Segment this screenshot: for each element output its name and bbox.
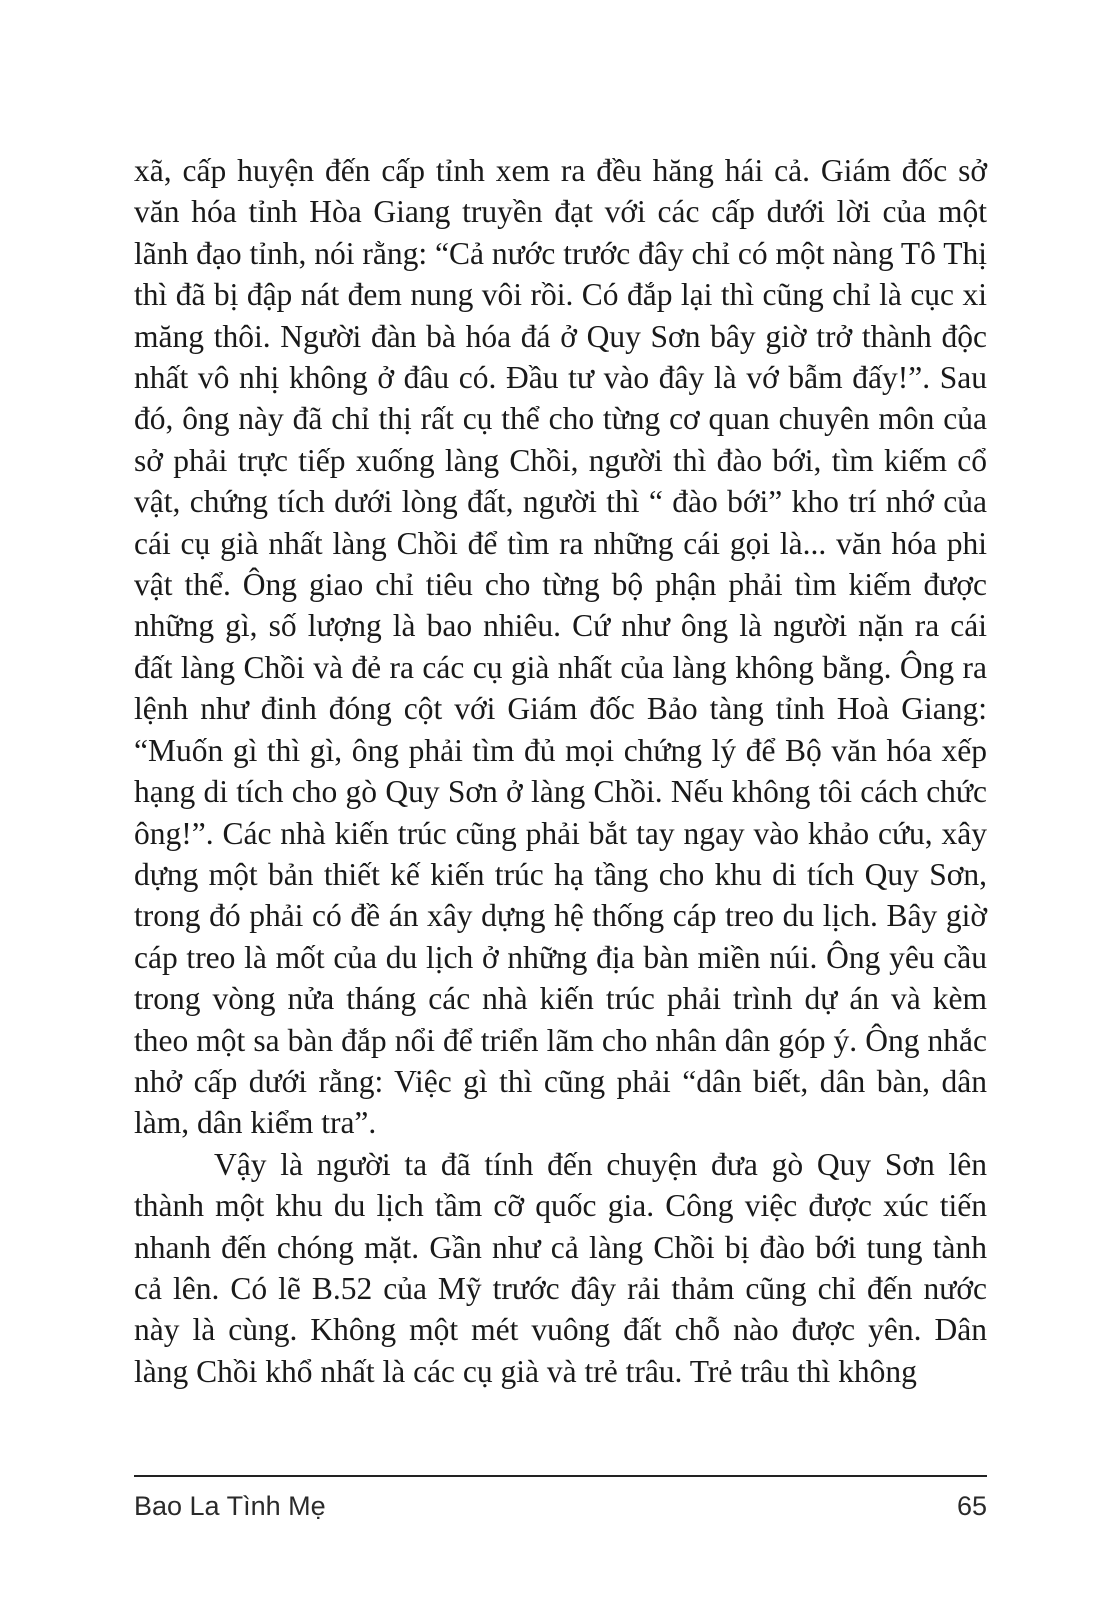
book-title: Bao La Tình Mẹ bbox=[134, 1491, 326, 1521]
paragraph-2: Vậy là người ta đã tính đến chuyện đưa gò Quy Sơn lên thành một khu du lịch tầm cỡ quốc gia. Công việc được xúc tiến nhanh đến chóng mặt. Gần như cả làng Chồi bị đào bới tung tành cả lên. Có lẽ B.52 của Mỹ trước đây rải thảm cũng chỉ đến nước này là cùng. Không một mét vuông đất chỗ nào được yên. Dân làng Chồi khổ nhất là các cụ già và trẻ trâu. Trẻ trâu thì không bbox=[134, 1146, 987, 1389]
page-footer bbox=[134, 1488, 987, 1524]
paragraph-1: xã, cấp huyện đến cấp tỉnh xem ra đều hăng hái cả. Giám đốc sở văn hóa tỉnh Hòa Giang truyền đạt với các cấp dưới lời của một lãnh đạo tỉnh, nói rằng: “Cả nước trước đây chỉ có một nàng Tô Thị thì đã bị đập nát đem nung vôi rồi. Có đắp lại thì cũng chỉ là cục xi măng thôi. Người đàn bà hóa đá ở Quy Sơn bây giờ trở thành độc nhất vô nhị không ở đâu có. Đầu tư vào đây là vớ bẫm đấy!”. Sau đó, ông này đã chỉ thị rất cụ thể cho từng cơ quan chuyên môn của sở phải trực tiếp xuống làng Chồi, người thì đào bới, tìm kiếm cổ vật, chứng tích dưới lòng đất, người thì “ đào bới” kho trí nhớ của cái cụ già nhất làng Chồi để tìm ra những cái gọi là... văn hóa phi vật thể. Ông giao chỉ tiêu cho từng bộ phận phải tìm kiếm được những gì, số lượng là bao nhiêu. Cứ như ông là người nặn ra cái đất làng Chồi và đẻ ra các cụ già nhất của làng không bằng. Ông ra lệnh như đinh đóng cột với Giám đốc Bảo tàng tỉnh Hoà Giang: “Muốn gì thì gì, ông phải tìm đủ mọi chứng lý để Bộ văn hóa xếp hạng di tích cho gò Quy Sơn ở làng Chồi. Nếu không tôi cách chức ông!”. Các nhà kiến trúc cũng phải bắt tay ngay vào khảo cứu, xây dựng một bản thiết kế kiến trúc hạ tầng cho khu di tích Quy Sơn, trong đó phải có đề án xây dựng hệ thống cáp treo du lịch. Bây giờ cáp treo là mốt của du lịch ở những địa bàn miền núi. Ông yêu cầu trong vòng nửa tháng các nhà kiến trúc phải trình dự án và kèm theo một sa bàn đắp nổi để triển lãm cho nhân dân góp ý. Ông nhắc nhở cấp dưới rằng: Việc gì thì cũng phải “dân biết, dân bàn, dân làm, dân kiểm tra”. bbox=[134, 153, 987, 1141]
page-body bbox=[134, 150, 987, 1392]
footer-divider bbox=[134, 1475, 987, 1477]
page-number: 65 bbox=[956, 1491, 987, 1521]
